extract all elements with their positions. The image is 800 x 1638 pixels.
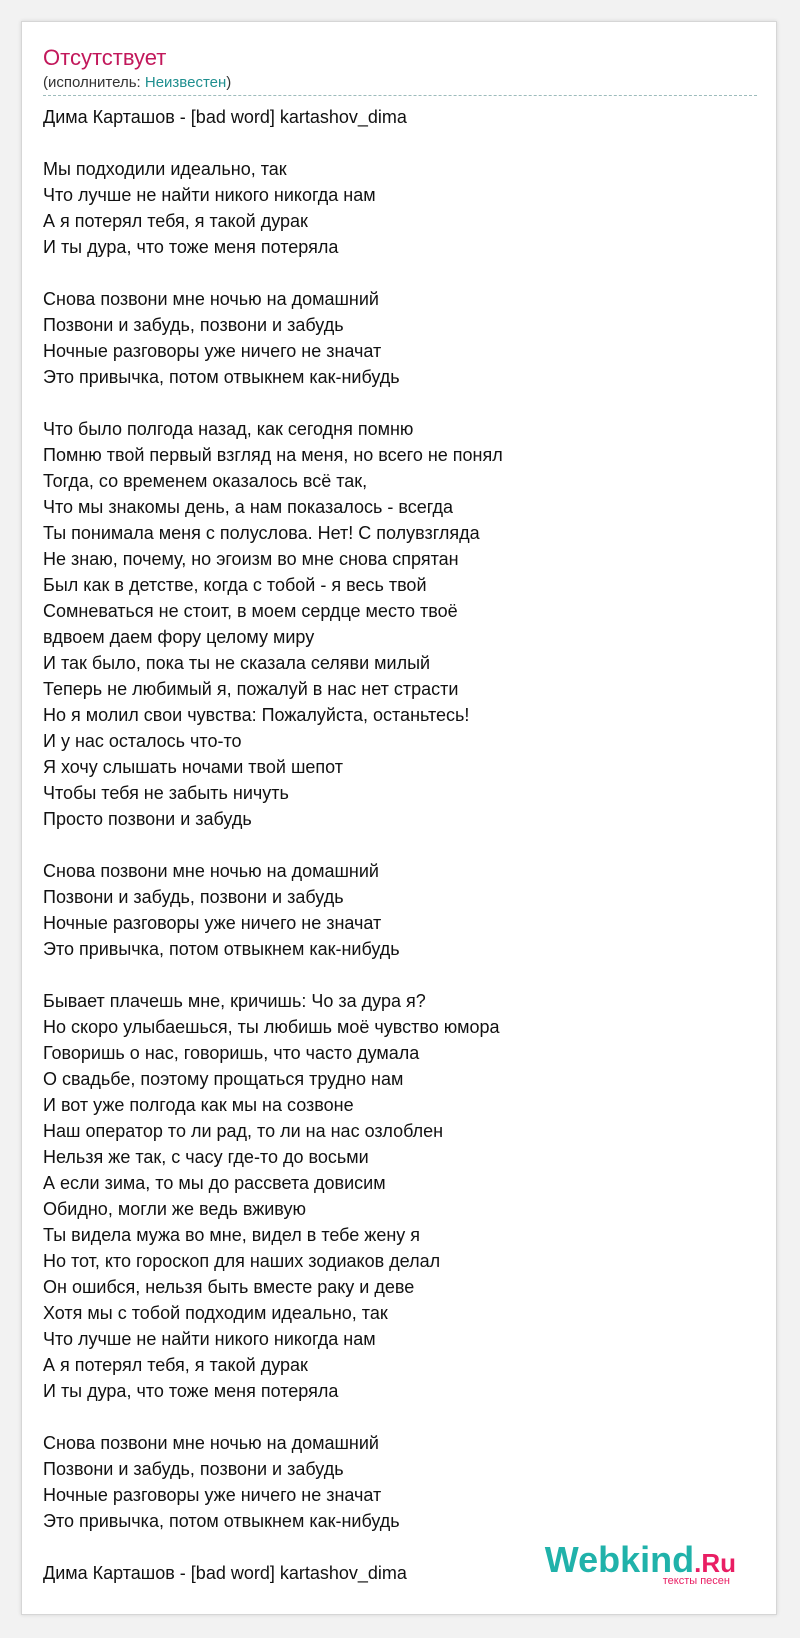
lyric-line: Снова позвони мне ночью на домашний <box>43 1433 379 1453</box>
watermark-tld: .Ru <box>694 1548 736 1578</box>
lyrics-text <box>43 104 757 1586</box>
lyric-line: Снова позвони мне ночью на домашний <box>43 861 379 881</box>
watermark-brand: Webkind <box>544 1539 695 1580</box>
stanza-break <box>43 390 757 416</box>
lyric-line: Помню твой первый взгляд на меня, но всего не понял <box>43 445 503 465</box>
stanza-break <box>43 130 757 156</box>
lyric-line: вдвоем даем фору целому миру <box>43 627 315 647</box>
lyric-line: Он ошибся, нельзя быть вместе раку и деве <box>43 1277 415 1297</box>
lyric-line: Сомневаться не стоит, в моем сердце место твоё <box>43 601 458 621</box>
lyric-line: И так было, пока ты не сказала селяви милый <box>43 653 431 673</box>
lyric-line: И вот уже полгода как мы на созвоне <box>43 1095 354 1115</box>
lyric-line: Это привычка, потом отвыкнем как-нибудь <box>43 939 400 959</box>
lyric-line: Позвони и забудь, позвони и забудь <box>43 1459 344 1479</box>
stanza-break <box>43 260 757 286</box>
lyric-line: Что было полгода назад, как сегодня помню <box>43 419 414 439</box>
lyric-line: Ты понимала меня с полуслова. Нет! С полувзгляда <box>43 523 480 543</box>
lyric-line: Ночные разговоры уже ничего не значат <box>43 1485 382 1505</box>
lyric-line: О свадьбе, поэтому прощаться трудно нам <box>43 1069 404 1089</box>
artist-suffix: ) <box>226 74 232 91</box>
lyric-line: Не знаю, почему, но эгоизм во мне снова спрятан <box>43 549 459 569</box>
lyric-line: Это привычка, потом отвыкнем как-нибудь <box>43 1511 400 1531</box>
header-divider <box>43 95 757 96</box>
lyric-line: И ты дура, что тоже меня потеряла <box>43 237 339 257</box>
lyric-line: Наш оператор то ли рад, то ли на нас озлоблен <box>43 1121 444 1141</box>
lyric-line: Хотя мы с тобой подходим идеально, так <box>43 1303 388 1323</box>
stanza-break <box>43 832 757 858</box>
lyric-line: Дима Карташов - [bad word] kartashov_dima <box>43 107 407 127</box>
artist-link[interactable]: Неизвестен <box>144 74 227 91</box>
lyric-line: И ты дура, что тоже меня потеряла <box>43 1381 339 1401</box>
lyric-line: Дима Карташов - [bad word] kartashov_dima <box>43 1563 407 1583</box>
lyric-line: Это привычка, потом отвыкнем как-нибудь <box>43 367 400 387</box>
lyric-line: Я хочу слышать ночами твой шепот <box>43 757 344 777</box>
lyric-line: Позвони и забудь, позвони и забудь <box>43 315 344 335</box>
lyric-line: Ночные разговоры уже ничего не значат <box>43 913 382 933</box>
song-title: Отсутствует <box>43 45 167 70</box>
lyric-line: Теперь не любимый я, пожалуй в нас нет страсти <box>43 679 459 699</box>
lyrics-card <box>21 21 777 1615</box>
lyric-line: Что лучше не найти никого никогда нам <box>43 185 376 205</box>
lyric-line: Говоришь о нас, говоришь, что часто думала <box>43 1043 420 1063</box>
lyric-line: Обидно, могли же ведь вживую <box>43 1199 306 1219</box>
lyric-line: Снова позвони мне ночью на домашний <box>43 289 379 309</box>
lyric-line: Но скоро улыбаешься, ты любишь моё чувство юмора <box>43 1017 500 1037</box>
lyric-line: Ты видела мужа во мне, видел в тебе жену я <box>43 1225 421 1245</box>
lyric-line: А я потерял тебя, я такой дурак <box>43 1355 308 1375</box>
lyric-line: А я потерял тебя, я такой дурак <box>43 211 308 231</box>
stanza-break <box>43 1404 757 1430</box>
lyric-line: Позвони и забудь, позвони и забудь <box>43 887 344 907</box>
lyric-line: Был как в детстве, когда с тобой - я весь твой <box>43 575 427 595</box>
lyric-line: И у нас осталось что-то <box>43 731 242 751</box>
lyric-line: А если зима, то мы до рассвета довисим <box>43 1173 386 1193</box>
lyric-line: Ночные разговоры уже ничего не значат <box>43 341 382 361</box>
lyric-line: Тогда, со временем оказалось всё так, <box>43 471 368 491</box>
lyric-line: Нельзя же так, с часу где-то до восьми <box>43 1147 369 1167</box>
watermark-tagline: тексты песен <box>662 1575 730 1587</box>
lyric-line: Что мы знакомы день, а нам показалось - всегда <box>43 497 453 517</box>
site-watermark <box>544 1539 736 1587</box>
lyric-line: Бывает плачешь мне, кричишь: Чо за дура я? <box>43 991 426 1011</box>
lyric-line: Но я молил свои чувства: Пожалуйста, останьтесь! <box>43 705 470 725</box>
lyric-line: Просто позвони и забудь <box>43 809 252 829</box>
artist-line <box>43 74 231 92</box>
artist-prefix: (исполнитель: <box>43 74 145 91</box>
lyric-line: Мы подходили идеально, так <box>43 159 287 179</box>
stanza-break <box>43 962 757 988</box>
lyric-line: Что лучше не найти никого никогда нам <box>43 1329 376 1349</box>
lyric-line: Но тот, кто гороскоп для наших зодиаков делал <box>43 1251 441 1271</box>
lyric-line: Чтобы тебя не забыть ничуть <box>43 783 289 803</box>
